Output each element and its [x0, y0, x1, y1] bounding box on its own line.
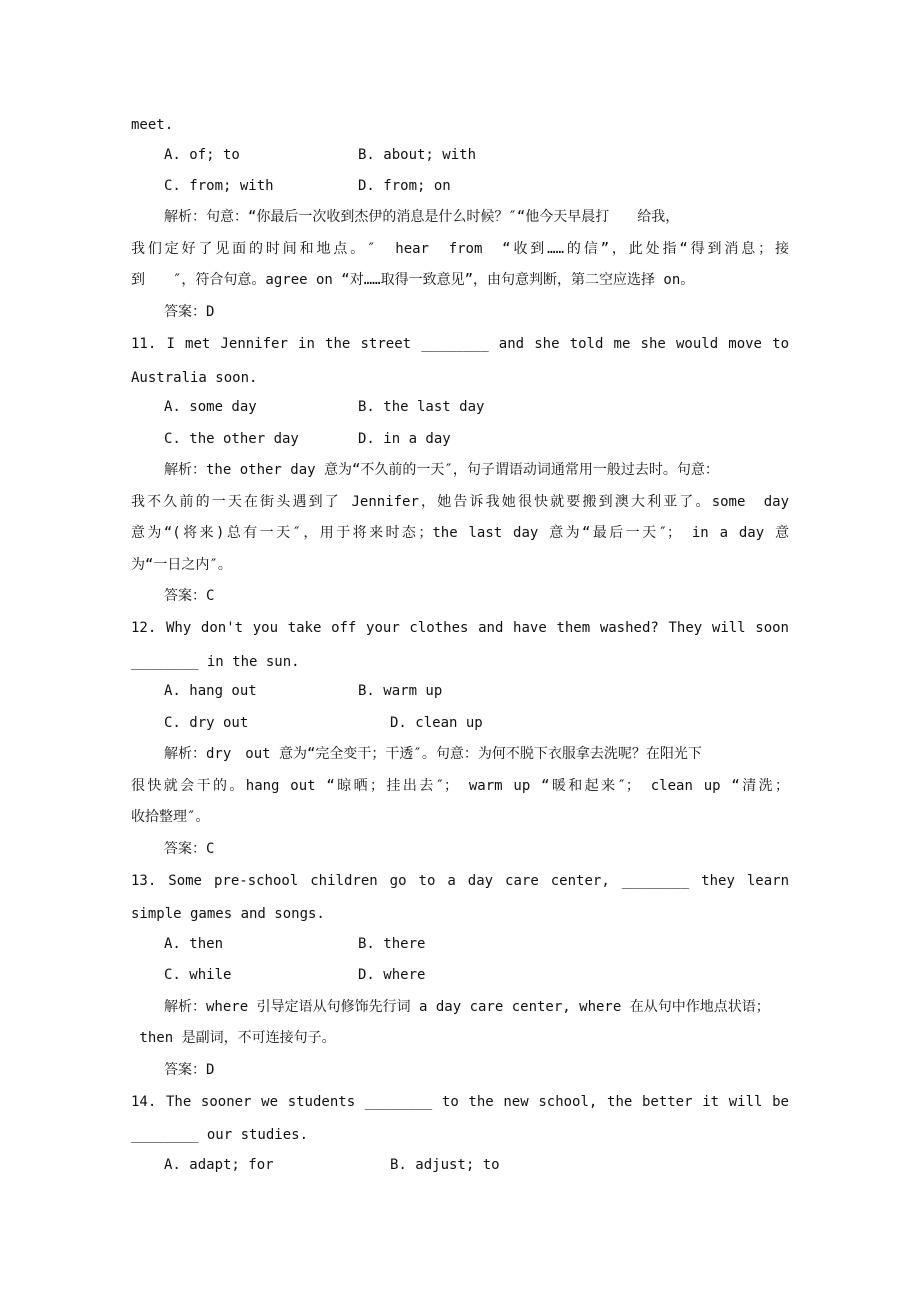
- q12-option-b: B. warm up: [358, 683, 443, 699]
- q11-analysis-line-4: 为“一日之内″。: [131, 557, 232, 573]
- q12-stem-line-2: ________ in the sun.: [131, 654, 300, 670]
- q10-analysis-line-3: 到 ″，符合句意。agree on “对……取得一致意见”，由句意判断，第二空应选择 on。: [131, 272, 695, 288]
- q11-stem-line-2: Australia soon.: [131, 370, 258, 386]
- q12-analysis-line-2: 很快就会干的。hang out “晾晒；挂出去″； warm up “暖和起来″； clean up “清洗；: [131, 778, 789, 794]
- q10-option-b: B. about; with: [358, 147, 477, 163]
- q10-option-a: A. of; to: [164, 147, 240, 163]
- q13-option-b: B. there: [358, 936, 426, 952]
- q13-stem-line-2: simple games and songs.: [131, 906, 325, 922]
- q13-option-a: A. then: [164, 936, 224, 952]
- q10-option-c: C. from; with: [164, 178, 274, 194]
- q14-option-a: A. adapt; for: [164, 1157, 274, 1173]
- q13-stem-line-1: 13. Some pre-school children go to a day care center, ________ they learn: [131, 873, 789, 889]
- q12-analysis-line-3: 收拾整理″。: [131, 809, 210, 825]
- q13-option-c: C. while: [164, 967, 232, 983]
- q12-analysis-line-1: 解析：dry out 意为“完全变干；干透″。句意：为何不脱下衣服拿去洗呢？在阳光下: [164, 746, 702, 762]
- q11-option-b: B. the last day: [358, 399, 485, 415]
- q13-analysis-line-2: then 是副词，不可连接句子。: [131, 1030, 336, 1046]
- q11-stem-line-1: 11. I met Jennifer in the street ________ and she told me she would move to: [131, 336, 789, 352]
- q14-stem-line-2: ________ our studies.: [131, 1127, 309, 1143]
- q13-analysis-line-1: 解析：where 引导定语从句修饰先行词 a day care center, where 在从句中作地点状语；: [164, 999, 770, 1015]
- q14-option-b: B. adjust; to: [390, 1157, 500, 1173]
- q11-option-d: D. in a day: [358, 431, 451, 447]
- q12-option-d: D. clean up: [390, 715, 483, 731]
- q10-analysis-line-2: 我们定好了见面的时间和地点。″ hear from “收到……的信”，此处指“得到消息；接: [131, 241, 789, 257]
- q11-analysis-line-1: 解析：the other day 意为“不久前的一天″，句子谓语动词通常用一般过去时。句意：: [164, 462, 719, 478]
- q10-stem-tail: meet.: [131, 117, 174, 133]
- q10-analysis-line-1: 解析：句意：“你最后一次收到杰伊的消息是什么时候？″“他今天早晨打 给我，: [164, 209, 680, 225]
- q12-stem-line-1: 12. Why don't you take off your clothes and have them washed? They will soon: [131, 620, 789, 636]
- q12-option-a: A. hang out: [164, 683, 257, 699]
- q13-option-d: D. where: [358, 967, 426, 983]
- q11-answer: 答案：C: [164, 588, 215, 604]
- q11-analysis-line-2: 我不久前的一天在街头遇到了 Jennifer，她告诉我她很快就要搬到澳大利亚了。some day: [131, 494, 789, 510]
- q13-answer: 答案：D: [164, 1062, 215, 1078]
- q11-analysis-line-3: 意为“(将来)总有一天″，用于将来时态；the last day 意为“最后一天″； in a day 意: [131, 525, 789, 541]
- q11-option-a: A. some day: [164, 399, 257, 415]
- q12-answer: 答案：C: [164, 841, 215, 857]
- q12-option-c: C. dry out: [164, 715, 249, 731]
- q10-answer: 答案：D: [164, 304, 215, 320]
- q11-option-c: C. the other day: [164, 431, 299, 447]
- q10-option-d: D. from; on: [358, 178, 451, 194]
- q14-stem-line-1: 14. The sooner we students ________ to the new school, the better it will be: [131, 1094, 789, 1110]
